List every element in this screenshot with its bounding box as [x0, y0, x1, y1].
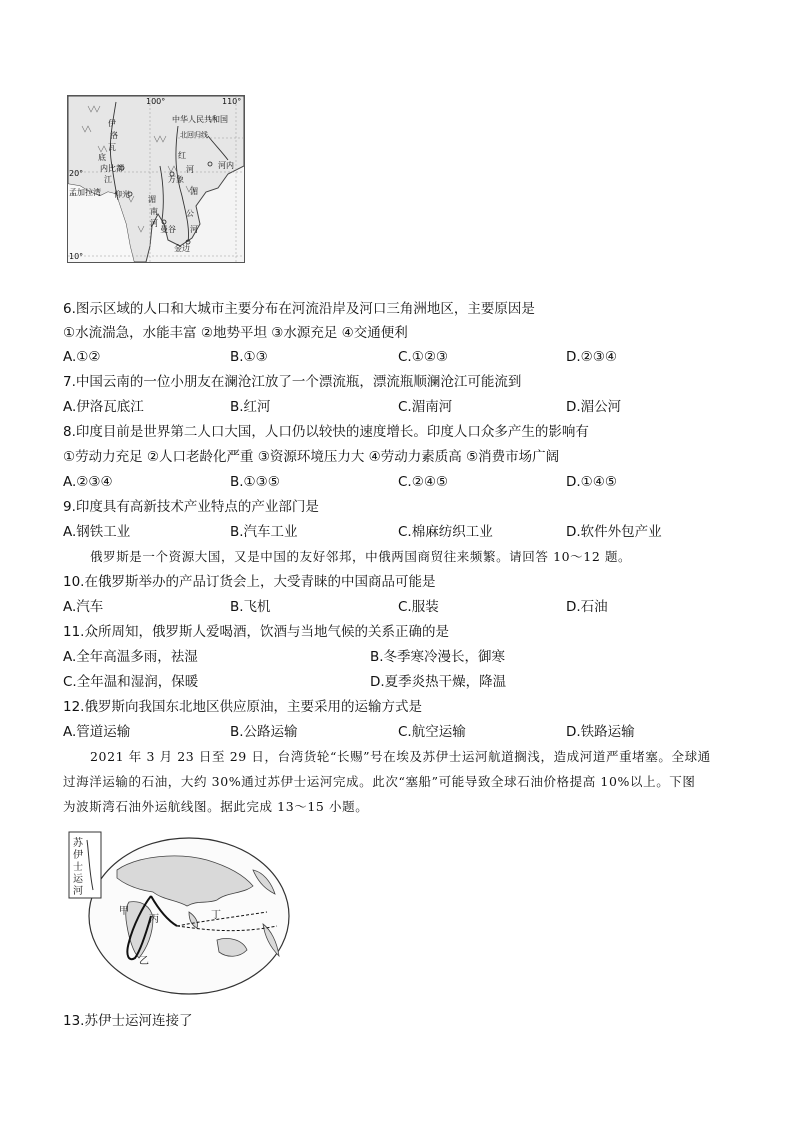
indochina-map-svg: [68, 96, 244, 262]
q7-option-c[interactable]: C.湄南河: [398, 399, 453, 415]
q6-option-a[interactable]: A.①②: [63, 349, 101, 365]
q10-option-a[interactable]: A.汽车: [63, 599, 104, 615]
q9-option-a[interactable]: A.钢铁工业: [63, 524, 131, 540]
q6-option-c[interactable]: C.①②③: [398, 349, 449, 365]
q8-stem: 8.印度目前是世界第二人口大国，人口仍以较快的速度增长。印度人口众多产生的影响有: [63, 424, 589, 440]
q11-option-b[interactable]: B.冬季寒冷漫长，御寒: [370, 649, 506, 665]
q7-stem: 7.中国云南的一位小朋友在澜沧江放了一个漂流瓶，漂流瓶顺澜沧江可能流到: [63, 374, 522, 390]
intro-suez-line-3: 为波斯湾石油外运航线图。据此完成 13～15 小题。: [63, 799, 369, 814]
q7-option-b[interactable]: B.红河: [230, 399, 271, 415]
q9-option-d[interactable]: D.软件外包产业: [566, 524, 662, 540]
q9-option-b[interactable]: B.汽车工业: [230, 524, 298, 540]
canal-label-4: 运: [73, 874, 83, 885]
q7-option-a[interactable]: A.伊洛瓦底江: [63, 399, 144, 415]
river-menam-1: 湄: [148, 195, 156, 204]
q11-option-d[interactable]: D.夏季炎热干燥，降温: [370, 674, 507, 690]
river-red-2: 河: [186, 165, 194, 174]
q12-option-d[interactable]: D.铁路运输: [566, 724, 635, 740]
q8-hint: ①劳动力充足 ②人口老龄化严重 ③资源环境压力大 ④劳动力素质高 ⑤消费市场广阔: [63, 449, 560, 465]
city-bangkok: 曼谷: [160, 225, 176, 234]
canal-label-5: 河: [73, 886, 83, 897]
city-hanoi: 河内: [218, 161, 234, 170]
q6-hint: ①水流湍急，水能丰富 ②地势平坦 ③水源充足 ④交通便利: [63, 325, 408, 341]
intro-russia: 俄罗斯是一个资源大国，又是中国的友好邻邦，中俄两国商贸往来频繁。请回答 10～12 题。: [90, 549, 632, 564]
indochina-map: [67, 95, 245, 263]
q10-option-d[interactable]: D.石油: [566, 599, 608, 615]
label-yi: 乙: [139, 956, 149, 967]
lon-100-label: 100°: [146, 97, 166, 106]
q10-stem: 10.在俄罗斯举办的产品订货会上，大受青睐的中国商品可能是: [63, 574, 436, 590]
q11-option-c[interactable]: C.全年温和湿润，保暖: [63, 674, 199, 690]
canal-label-3: 士: [73, 862, 83, 873]
q11-stem: 11.众所周知，俄罗斯人爱喝酒，饮酒与当地气候的关系正确的是: [63, 624, 449, 640]
china-label: 中华人民共和国: [172, 115, 228, 124]
city-yangon: 仰光: [114, 190, 130, 199]
q8-option-d[interactable]: D.①④⑤: [566, 474, 617, 490]
river-mekong-3: 河: [190, 225, 198, 234]
river-irrawaddy-1: 伊: [108, 119, 116, 128]
q12-option-a[interactable]: A.管道运输: [63, 724, 131, 740]
q7-option-d[interactable]: D.湄公河: [566, 399, 622, 415]
lon-110-label: 110°: [222, 97, 242, 106]
lat-10-label: 10°: [69, 252, 84, 261]
city-vientiane: 万象: [168, 175, 184, 184]
canal-label-1: 苏: [73, 838, 83, 849]
q12-option-c[interactable]: C.航空运输: [398, 724, 466, 740]
shipping-route-map: [67, 830, 292, 1000]
q6-stem: 6.图示区域的人口和大城市主要分布在河流沿岸及河口三角洲地区，主要原因是: [63, 301, 535, 317]
q12-stem: 12.俄罗斯向我国东北地区供应原油，主要采用的运输方式是: [63, 699, 422, 715]
q10-option-b[interactable]: B.飞机: [230, 599, 271, 615]
q12-option-b[interactable]: B.公路运输: [230, 724, 298, 740]
q8-option-c[interactable]: C.②④⑤: [398, 474, 449, 490]
river-menam-3: 河: [150, 219, 158, 228]
river-irrawaddy-2: 洛: [110, 131, 118, 140]
city-phnompenh: 金边: [174, 244, 190, 253]
q13-stem: 13.苏伊士运河连接了: [63, 1013, 193, 1029]
river-mekong-2: 公: [186, 209, 194, 218]
q8-option-b[interactable]: B.①③⑤: [230, 474, 280, 490]
label-bing: 丙: [149, 914, 159, 925]
canal-label-2: 伊: [73, 850, 83, 861]
river-mekong-1: 湄: [190, 187, 198, 196]
intro-suez-line-1: 2021 年 3 月 23 日至 29 日，台湾货轮“长赐”号在埃及苏伊士运河航道搁浅，造成河道严重堵塞。全球通: [90, 749, 711, 764]
river-irrawaddy-5: 江: [104, 175, 112, 184]
q9-option-c[interactable]: C.棉麻纺织工业: [398, 524, 493, 540]
label-jia: 甲: [119, 906, 129, 917]
q11-option-a[interactable]: A.全年高温多雨，祛湿: [63, 649, 198, 665]
tropic-label: 北回归线: [180, 131, 208, 139]
shipping-route-map-svg: [67, 830, 292, 1000]
bay-of-bengal-label: 孟加拉湾: [69, 188, 101, 197]
river-irrawaddy-4: 底: [98, 153, 106, 162]
q9-stem: 9.印度具有高新技术产业特点的产业部门是: [63, 499, 319, 515]
intro-suez-line-2: 过海洋运输的石油，大约 30%通过苏伊士运河完成。此次“塞船”可能导致全球石油价格提高 10%以上。下图: [63, 774, 696, 789]
label-ding: 丁: [211, 910, 221, 921]
q10-option-c[interactable]: C.服装: [398, 599, 439, 615]
q8-option-a[interactable]: A.②③④: [63, 474, 113, 490]
river-irrawaddy-3: 瓦: [108, 143, 116, 152]
q6-option-b[interactable]: B.①③: [230, 349, 268, 365]
river-menam-2: 南: [150, 207, 158, 216]
city-naypyidaw: 内比都: [100, 164, 124, 173]
river-red-1: 红: [178, 151, 186, 160]
lat-20-label: 20°: [69, 169, 84, 178]
q6-option-d[interactable]: D.②③④: [566, 349, 617, 365]
